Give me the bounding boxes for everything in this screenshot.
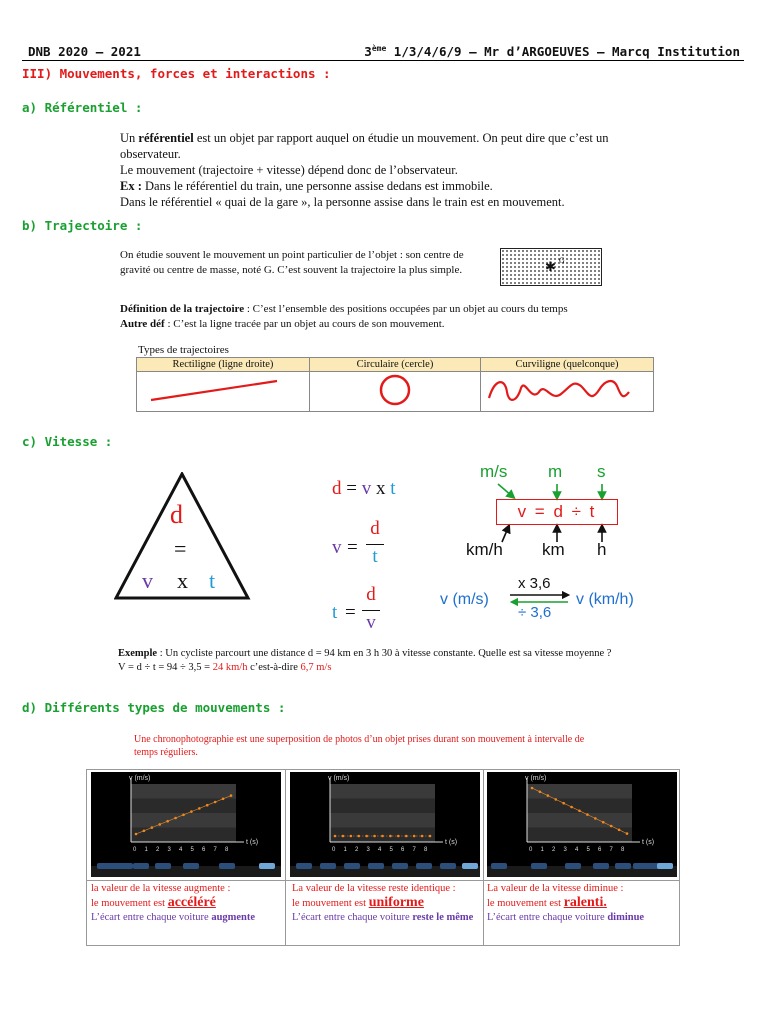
- ref-line4: Dans le référentiel du train, une personne assise dedans est immobile.: [141, 179, 493, 193]
- tick-label: 0: [133, 847, 137, 853]
- grid-band: [527, 828, 632, 843]
- col-rectiligne: Rectiligne (ligne droite): [137, 358, 310, 372]
- header-right: [364, 44, 740, 59]
- center-of-mass-figure: [500, 248, 602, 286]
- caption-accelere-l1: la valeur de la vitesse augmente :: [91, 883, 231, 894]
- tick-label: 1: [144, 847, 148, 853]
- f1-v: v: [361, 478, 372, 499]
- grid-band: [131, 784, 236, 799]
- vitesse-example: [118, 647, 678, 675]
- caption-ralenti-l3-key: diminue: [607, 912, 645, 923]
- def2-text: : C’est la ligne tracée par un objet au cours de son mouvement.: [164, 318, 445, 330]
- tick-label: 2: [552, 847, 556, 853]
- f2-den: t: [372, 546, 378, 567]
- triangle-eq: =: [174, 536, 187, 561]
- header-right-text: 1/3/4/6/9 – Mr d’ARGOEUVES – Marcq Institution: [386, 44, 740, 60]
- tick-label: 4: [378, 847, 382, 853]
- ref-line2: observateur.: [120, 147, 181, 161]
- unit-bottom-km: km: [542, 540, 565, 559]
- y-axis-label: v (m/s): [525, 775, 547, 782]
- car-icon: [462, 863, 478, 869]
- car-icon: [565, 863, 581, 869]
- y-axis-label: v (m/s): [328, 775, 350, 782]
- grid-band: [131, 799, 236, 814]
- tick-label: 3: [167, 847, 171, 853]
- ref-line1-post: est un objet par rapport auquel on étudie un mouvement. On peut dire que c’est un: [193, 131, 609, 145]
- ex-result-ms: 6,7 m/s: [300, 662, 332, 673]
- caption-uniforme-l1: La valeur de la vitesse reste identique :: [292, 883, 456, 894]
- unit-bottom-h: h: [597, 540, 607, 559]
- f1-t: t: [390, 478, 396, 499]
- grid-band: [527, 784, 632, 799]
- f2-bar: [366, 544, 384, 545]
- caption-uniforme-l2-pre: le mouvement est: [292, 898, 369, 909]
- rectiligne-drawing: [137, 372, 310, 412]
- header-level: 3: [364, 44, 372, 60]
- tick-label: 6: [598, 847, 602, 853]
- tick-label: 2: [355, 847, 359, 853]
- x-axis-label: t (s): [445, 839, 458, 846]
- conv-mul: x 3,6: [518, 575, 551, 592]
- car-icon: [615, 863, 631, 869]
- tick-label: 8: [621, 847, 625, 853]
- caption-accelere-l2-pre: le mouvement est: [91, 898, 168, 909]
- caption-uniforme: [292, 882, 482, 925]
- grid-band: [330, 784, 435, 799]
- mouvements-title: d) Différents types de mouvements :: [22, 700, 286, 715]
- def2-label: Autre déf: [120, 318, 165, 330]
- car-icon: [593, 863, 609, 869]
- chrono-panel-ralenti: [487, 772, 677, 877]
- chrono-panel-uniforme: [290, 772, 480, 877]
- car-icon: [368, 863, 384, 869]
- ex-text: : Un cycliste parcourt une distance d = 94 km en 3 h 30 à vitesse constante. Quelle est sa vitesse moyenne ?: [157, 648, 612, 659]
- keyword-accelere: accéléré: [167, 895, 216, 910]
- trajectoire-definitions: [120, 302, 660, 332]
- ex-mid: c’est-à-dire: [247, 662, 301, 673]
- ref-line5: Dans le référentiel « quai de la gare », la personne assise dans le train est en mouvement.: [120, 195, 565, 209]
- header-left: DNB 2020 – 2021: [28, 44, 141, 59]
- traj-intro2: gravité ou centre de masse, noté G. C’est souvent la trajectoire la plus simple.: [120, 264, 463, 276]
- trajectory-table: [136, 357, 654, 412]
- data-point: [230, 794, 233, 797]
- table-title: Types de trajectoires: [138, 344, 229, 356]
- g-label: G: [559, 256, 565, 265]
- unit-bottom-kmh: km/h: [466, 540, 503, 559]
- car-icon: [133, 863, 149, 869]
- circulaire-drawing: [310, 372, 481, 412]
- tick-label: 5: [389, 847, 393, 853]
- f1-d: d: [332, 478, 342, 499]
- ex-result-kmh: 24 km/h: [212, 662, 248, 673]
- conversion-arrows: [508, 590, 572, 606]
- tick-label: 6: [202, 847, 206, 853]
- tick-label: 3: [563, 847, 567, 853]
- car-icon: [117, 863, 133, 869]
- car-icon: [296, 863, 312, 869]
- unit-top-m: m: [548, 462, 563, 481]
- conv-left: v (m/s): [440, 591, 489, 608]
- ref-ex-label: Ex :: [120, 179, 142, 193]
- f3-t: t: [332, 602, 338, 623]
- car-icon: [392, 863, 408, 869]
- trajectoire-title: b) Trajectoire :: [22, 218, 143, 233]
- f1-x: x: [371, 478, 391, 499]
- tick-label: 4: [575, 847, 579, 853]
- keyword-ralenti: ralenti.: [563, 895, 607, 910]
- center-star-icon: ✱: [545, 259, 556, 274]
- chrono-panel-accelere: [91, 772, 281, 877]
- f3-den: v: [366, 612, 376, 633]
- tick-label: 1: [540, 847, 544, 853]
- triangle-x: x: [177, 568, 188, 593]
- grid-band: [330, 813, 435, 828]
- f1-eq: =: [341, 478, 362, 499]
- car-icon: [320, 863, 336, 869]
- caption-uniforme-l3-pre: L’écart entre chaque voiture: [292, 912, 413, 923]
- grid-band: [527, 813, 632, 828]
- car-icon: [657, 863, 673, 869]
- curviligne-drawing: [481, 372, 654, 412]
- car-icon: [344, 863, 360, 869]
- caption-uniforme-l3-key: reste le même: [412, 912, 474, 923]
- tick-label: 1: [343, 847, 347, 853]
- chrono-line1: Une chronophotographie est une superposition de photos d’un objet prises durant son mouvement à intervalle de: [134, 734, 585, 745]
- car-icon: [416, 863, 432, 869]
- tick-label: 7: [412, 847, 416, 853]
- caption-accelere-l3-pre: L’écart entre chaque voiture: [91, 912, 212, 923]
- car-icon: [440, 863, 456, 869]
- referentiel-text: [120, 130, 660, 210]
- car-icon: [259, 863, 275, 869]
- tick-label: 0: [529, 847, 533, 853]
- tick-label: 5: [586, 847, 590, 853]
- referentiel-title: a) Référentiel :: [22, 100, 143, 115]
- ex-label: Exemple: [118, 648, 158, 659]
- caption-ralenti-l1: La valeur de la vitesse diminue :: [487, 883, 624, 894]
- car-icon: [219, 863, 235, 869]
- tick-label: 7: [213, 847, 217, 853]
- page-header: [22, 42, 744, 61]
- caption-ralenti-l3-pre: L’écart entre chaque voiture: [487, 912, 608, 923]
- triangle-v: v: [142, 568, 153, 593]
- x-axis-label: t (s): [246, 839, 259, 846]
- def1-text: : C’est l’ensemble des positions occupées par un objet au cours du temps: [244, 303, 568, 315]
- tick-label: 6: [401, 847, 405, 853]
- triangle-t: t: [209, 568, 216, 593]
- tick-label: 2: [156, 847, 160, 853]
- col-curviligne: Curviligne (quelconque): [481, 358, 654, 372]
- unit-formula-box: v = d ÷ t: [496, 499, 618, 525]
- unit-top-ms: m/s: [480, 462, 508, 481]
- caption-accelere-l3-key: augmente: [211, 912, 256, 923]
- tick-label: 8: [424, 847, 428, 853]
- tick-label: 8: [225, 847, 229, 853]
- caption-accelere: [91, 882, 281, 925]
- tick-label: 4: [179, 847, 183, 853]
- f2-num: d: [370, 518, 380, 539]
- chrono-definition: [134, 733, 634, 759]
- f3-bar: [362, 610, 380, 611]
- car-icon: [633, 863, 649, 869]
- triangle-d: d: [170, 500, 183, 529]
- ref-line1-pre: Un: [120, 131, 139, 145]
- chrono-line2: temps réguliers.: [134, 747, 198, 758]
- tick-label: 0: [332, 847, 336, 853]
- conv-right: v (km/h): [576, 591, 634, 608]
- unit-top-s: s: [597, 462, 606, 481]
- ex-calc: V = d ÷ t = 94 ÷ 3,5 =: [118, 662, 213, 673]
- ref-keyword: référentiel: [138, 131, 194, 145]
- header-sup: ème: [371, 44, 387, 53]
- y-axis-label: v (m/s): [129, 775, 151, 782]
- col-circulaire: Circulaire (cercle): [310, 358, 481, 372]
- grid-band: [330, 799, 435, 814]
- car-icon: [491, 863, 507, 869]
- tick-label: 5: [190, 847, 194, 853]
- car-icon: [155, 863, 171, 869]
- traj-intro1: On étudie souvent le mouvement un point particulier de l’objet : son centre de: [120, 249, 464, 261]
- car-icon: [531, 863, 547, 869]
- x-axis-label: t (s): [642, 839, 655, 846]
- f3-eq: =: [345, 602, 356, 623]
- f3-num: d: [366, 584, 376, 605]
- caption-ralenti: [487, 882, 677, 925]
- ref-line3: Le mouvement (trajectoire + vitesse) dépend donc de l’observateur.: [120, 163, 458, 177]
- chrono-table: [86, 769, 680, 946]
- tick-label: 7: [609, 847, 613, 853]
- caption-ralenti-l2-pre: le mouvement est: [487, 898, 564, 909]
- def1-label: Définition de la trajectoire: [120, 303, 245, 315]
- formula-d: [332, 478, 396, 500]
- tick-label: 3: [366, 847, 370, 853]
- vitesse-title: c) Vitesse :: [22, 434, 113, 449]
- keyword-uniforme: uniforme: [368, 895, 424, 910]
- conv-div: ÷ 3,6: [518, 604, 552, 621]
- f2-v: v: [332, 537, 342, 558]
- section-title: III) Mouvements, forces et interactions :: [22, 66, 331, 81]
- car-icon: [183, 863, 199, 869]
- f2-eq: =: [347, 537, 358, 558]
